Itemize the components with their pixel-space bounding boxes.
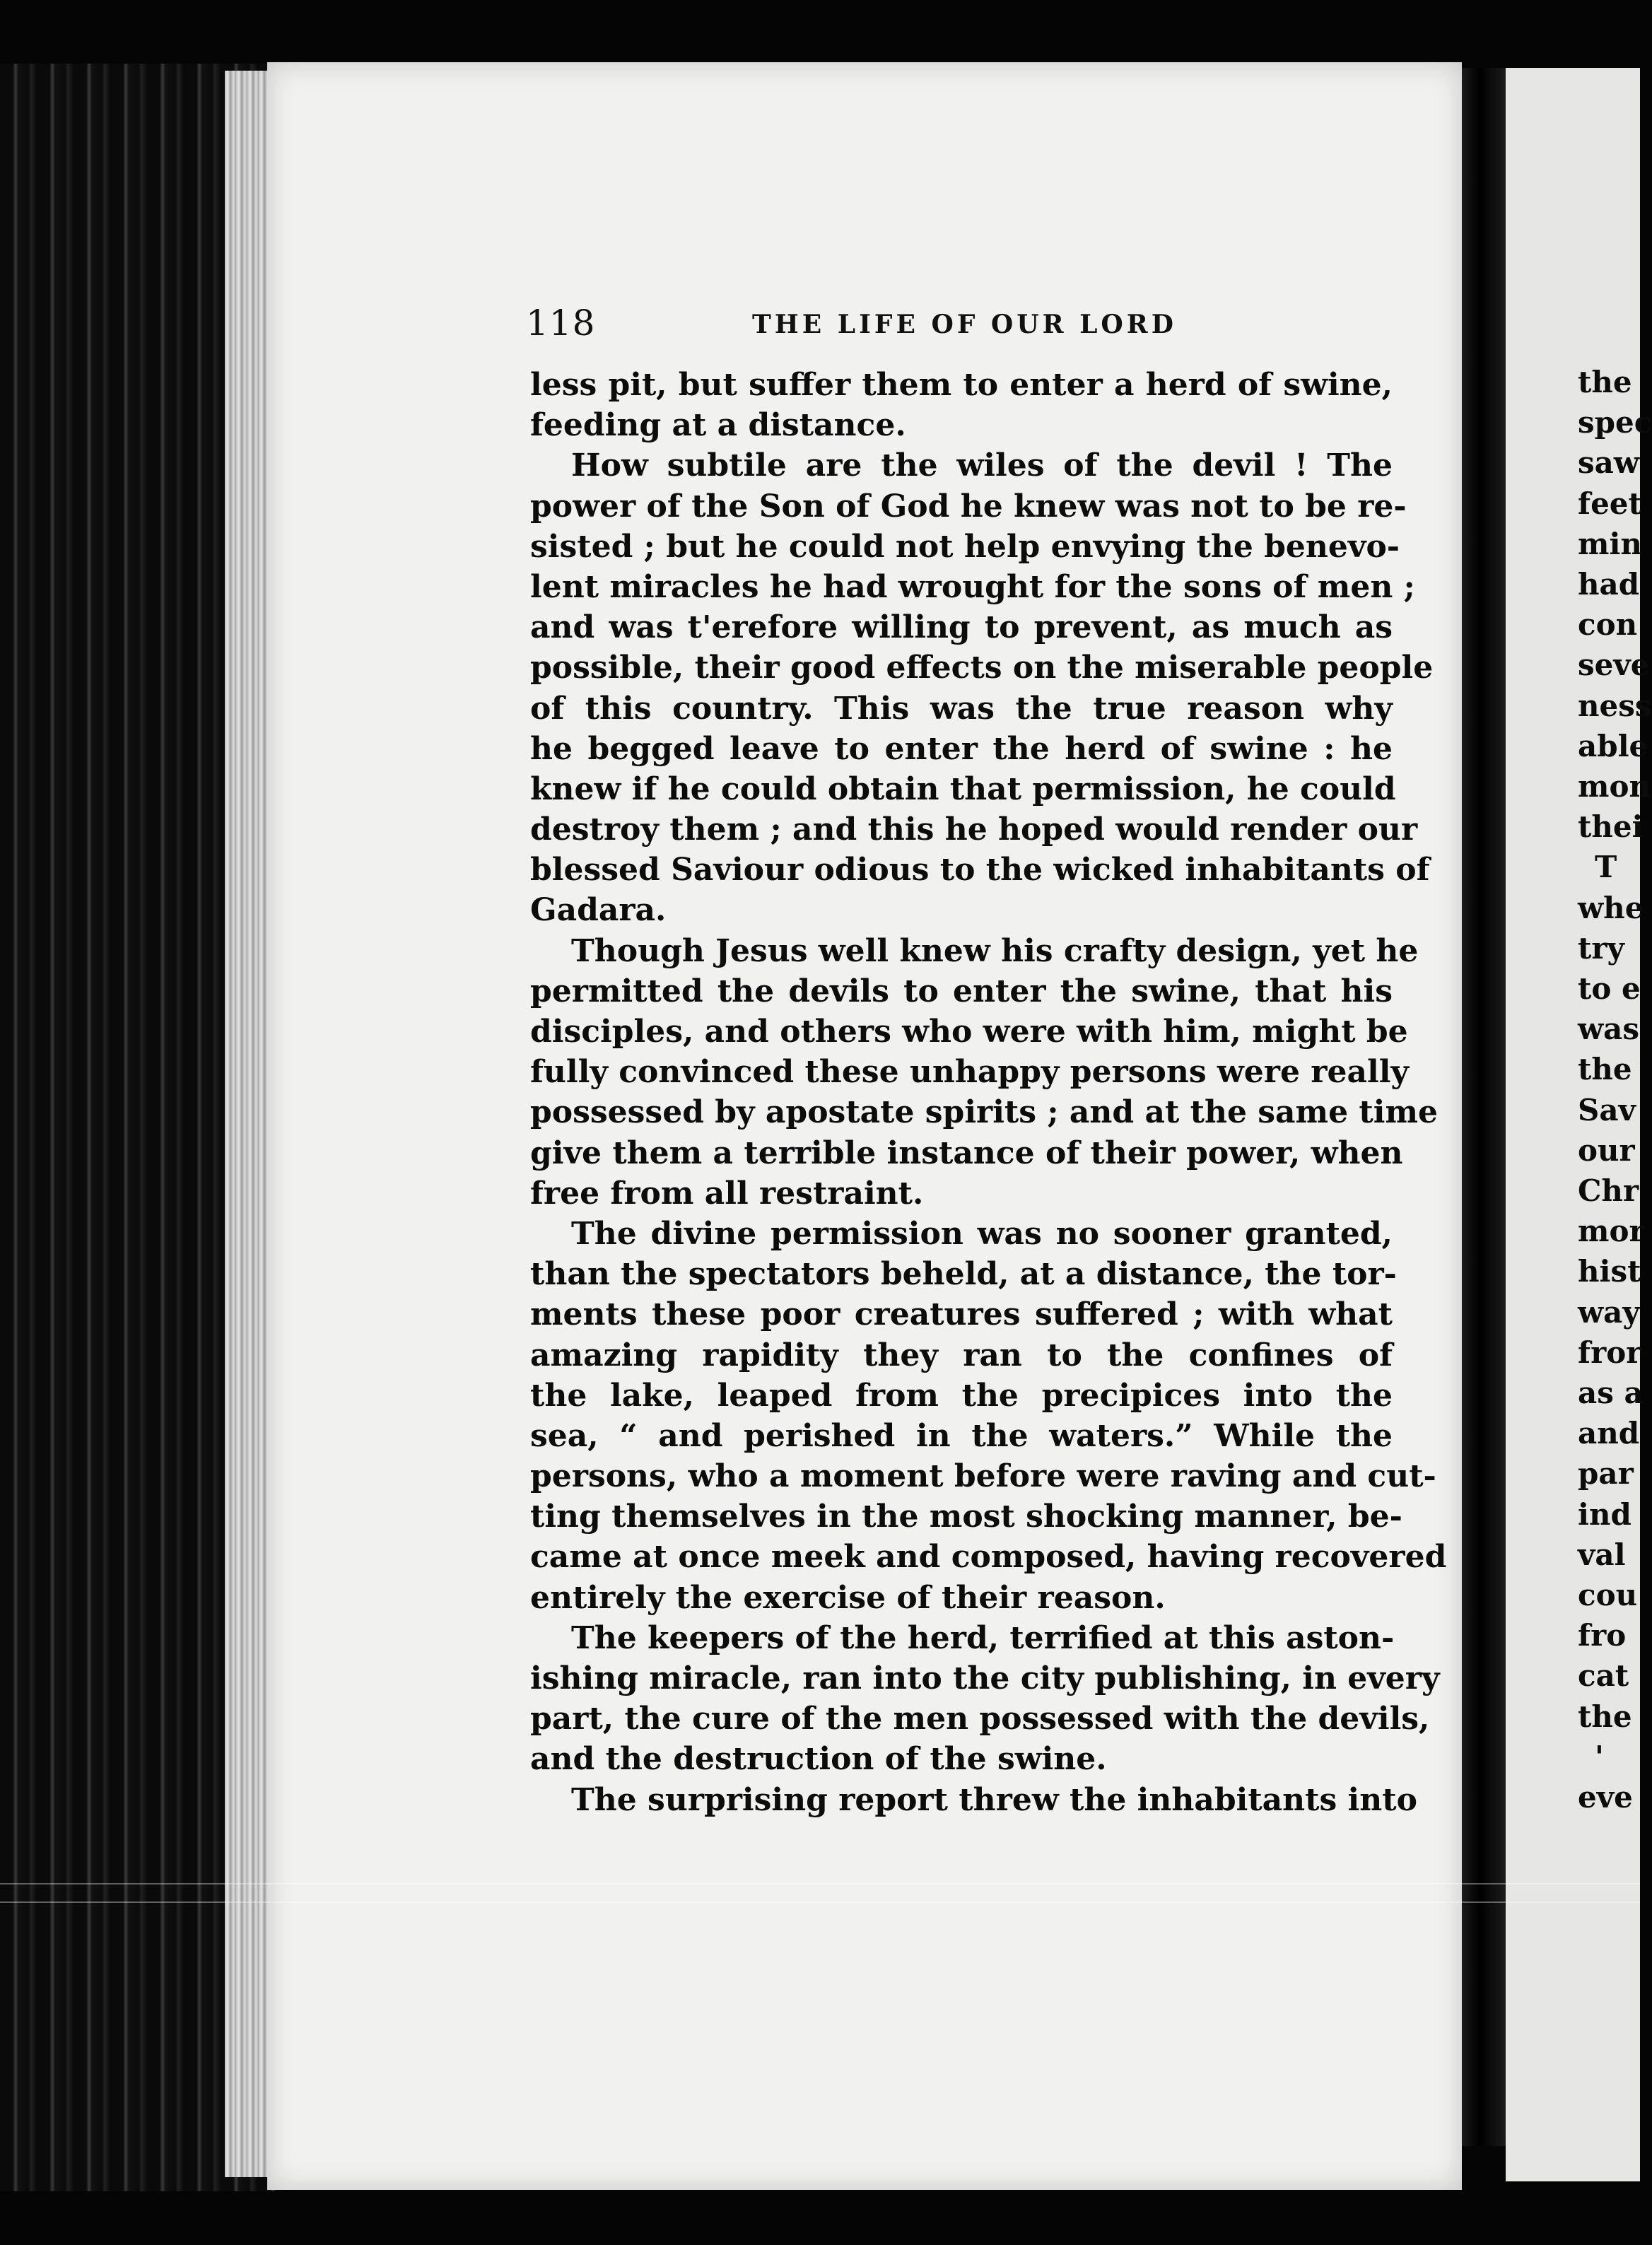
text-line: sea, “ and perished in the waters.” While the bbox=[530, 1417, 1393, 1454]
text-line: entirely the exercise of their reason. bbox=[530, 1579, 1166, 1616]
next-page-line: val bbox=[1578, 1537, 1626, 1572]
next-page-fragment bbox=[1506, 68, 1652, 2181]
text-line: came at once meek and composed, having recovered bbox=[530, 1539, 1447, 1576]
next-page-line: T bbox=[1595, 850, 1617, 885]
next-page-line: thei bbox=[1578, 809, 1644, 845]
next-page-line: as a bbox=[1578, 1376, 1644, 1410]
text-line: than the spectators beheld, at a distance, the tor- bbox=[530, 1256, 1397, 1293]
next-page-line: ind bbox=[1578, 1496, 1632, 1532]
next-page-line: able bbox=[1578, 728, 1648, 763]
next-page-line: and bbox=[1578, 1416, 1640, 1451]
next-page-line: was bbox=[1578, 1012, 1640, 1047]
next-page-line: try bbox=[1578, 930, 1624, 966]
next-page-line: eve bbox=[1578, 1780, 1633, 1815]
next-page-line: con bbox=[1578, 607, 1638, 643]
scan-line bbox=[0, 1901, 1640, 1903]
next-page-line: mor bbox=[1578, 1214, 1645, 1249]
book-gutter bbox=[1462, 68, 1506, 2146]
next-page-line: ' bbox=[1595, 1739, 1604, 1774]
text-line: feeding at a distance. bbox=[530, 407, 906, 444]
text-line: The surprising report threw the inhabitants into bbox=[571, 1781, 1417, 1818]
next-page-line: had bbox=[1578, 567, 1640, 602]
next-page-line: ness bbox=[1578, 688, 1652, 723]
text-line: Though Jesus well knew his crafty design, yet he bbox=[571, 932, 1419, 969]
next-page-line: saw bbox=[1578, 445, 1640, 481]
text-line: give them a terrible instance of their power, when bbox=[530, 1135, 1403, 1171]
text-line: The divine permission was no sooner granted, bbox=[571, 1215, 1393, 1252]
next-page-line: Chr bbox=[1578, 1173, 1639, 1208]
page-header bbox=[526, 303, 1402, 345]
text-line: destroy them ; and this he hoped would render our bbox=[530, 811, 1418, 848]
next-page-line: whe bbox=[1578, 890, 1644, 925]
next-page-line: the bbox=[1578, 1052, 1632, 1087]
text-line: How subtile are the wiles of the devil ! The bbox=[571, 447, 1393, 484]
text-line: possible, their good effects on the miserable people bbox=[530, 650, 1434, 686]
text-line: lent miracles he had wrought for the sons of men ; bbox=[530, 568, 1415, 605]
next-page-line: cou bbox=[1578, 1578, 1638, 1612]
next-page-line: the bbox=[1578, 1699, 1632, 1734]
text-line: and was t'erefore willing to prevent, as much as bbox=[530, 609, 1393, 646]
body-text bbox=[530, 365, 1447, 1820]
scan-line bbox=[0, 1883, 1640, 1884]
next-page-line: par bbox=[1578, 1456, 1634, 1491]
text-line: he begged leave to enter the herd of swine : he bbox=[530, 730, 1393, 767]
text-line: the lake, leaped from the precipices into the bbox=[530, 1377, 1393, 1414]
text-line: permitted the devils to enter the swine, that his bbox=[530, 973, 1393, 1009]
text-line: ishing miracle, ran into the city publishing, in every bbox=[530, 1660, 1440, 1696]
next-page-line: fror bbox=[1578, 1335, 1642, 1370]
next-page-line: to e bbox=[1578, 971, 1641, 1006]
text-line: possessed by apostate spirits ; and at the same time bbox=[530, 1094, 1439, 1131]
next-page-line: way bbox=[1578, 1294, 1640, 1330]
text-line: and the destruction of the swine. bbox=[530, 1741, 1107, 1778]
text-line: disciples, and others who were with him, might be bbox=[530, 1014, 1408, 1050]
text-line: fully convinced these unhappy persons were really bbox=[530, 1054, 1409, 1091]
text-line: less pit, but suffer them to enter a herd of swine, bbox=[530, 367, 1393, 403]
text-line: blessed Saviour odious to the wicked inhabitants of bbox=[530, 852, 1430, 889]
text-line: of this country. This was the true reason why bbox=[530, 690, 1393, 727]
next-page-line: spec bbox=[1578, 405, 1652, 440]
text-line: The keepers of the herd, terrified at this aston- bbox=[571, 1619, 1395, 1656]
text-line: part, the cure of the men possessed with the devils, bbox=[530, 1701, 1430, 1737]
next-page-line: mon bbox=[1578, 769, 1651, 804]
next-page-line: min bbox=[1578, 526, 1642, 561]
next-page-line: fro bbox=[1578, 1618, 1627, 1653]
next-page-line: the bbox=[1578, 365, 1632, 399]
next-page-line: our bbox=[1578, 1132, 1635, 1168]
next-page-line: feet bbox=[1578, 486, 1642, 521]
next-page-line: seve bbox=[1578, 647, 1650, 683]
text-line: sisted ; but he could not help envying the benevo- bbox=[530, 528, 1400, 565]
page-edges-light bbox=[225, 71, 267, 2177]
text-line: Gadara. bbox=[530, 892, 667, 929]
text-line: amazing rapidity they ran to the confines of bbox=[530, 1337, 1393, 1373]
next-page-line: hist bbox=[1578, 1254, 1641, 1289]
next-page-line: cat bbox=[1578, 1658, 1629, 1694]
text-line: power of the Son of God he knew was not to be re- bbox=[530, 488, 1407, 524]
running-head: THE LIFE OF OUR LORD bbox=[752, 310, 1177, 339]
next-page-line: Sav bbox=[1578, 1092, 1636, 1127]
text-line: ting themselves in the most shocking manner, be- bbox=[530, 1499, 1402, 1535]
text-line: free from all restraint. bbox=[530, 1175, 924, 1212]
text-line: persons, who a moment before were raving and cut- bbox=[530, 1458, 1436, 1495]
text-line: knew if he could obtain that permission, he could bbox=[530, 770, 1396, 807]
text-line: ments these poor creatures suffered ; with what bbox=[530, 1296, 1393, 1333]
page-number: 118 bbox=[526, 303, 596, 344]
